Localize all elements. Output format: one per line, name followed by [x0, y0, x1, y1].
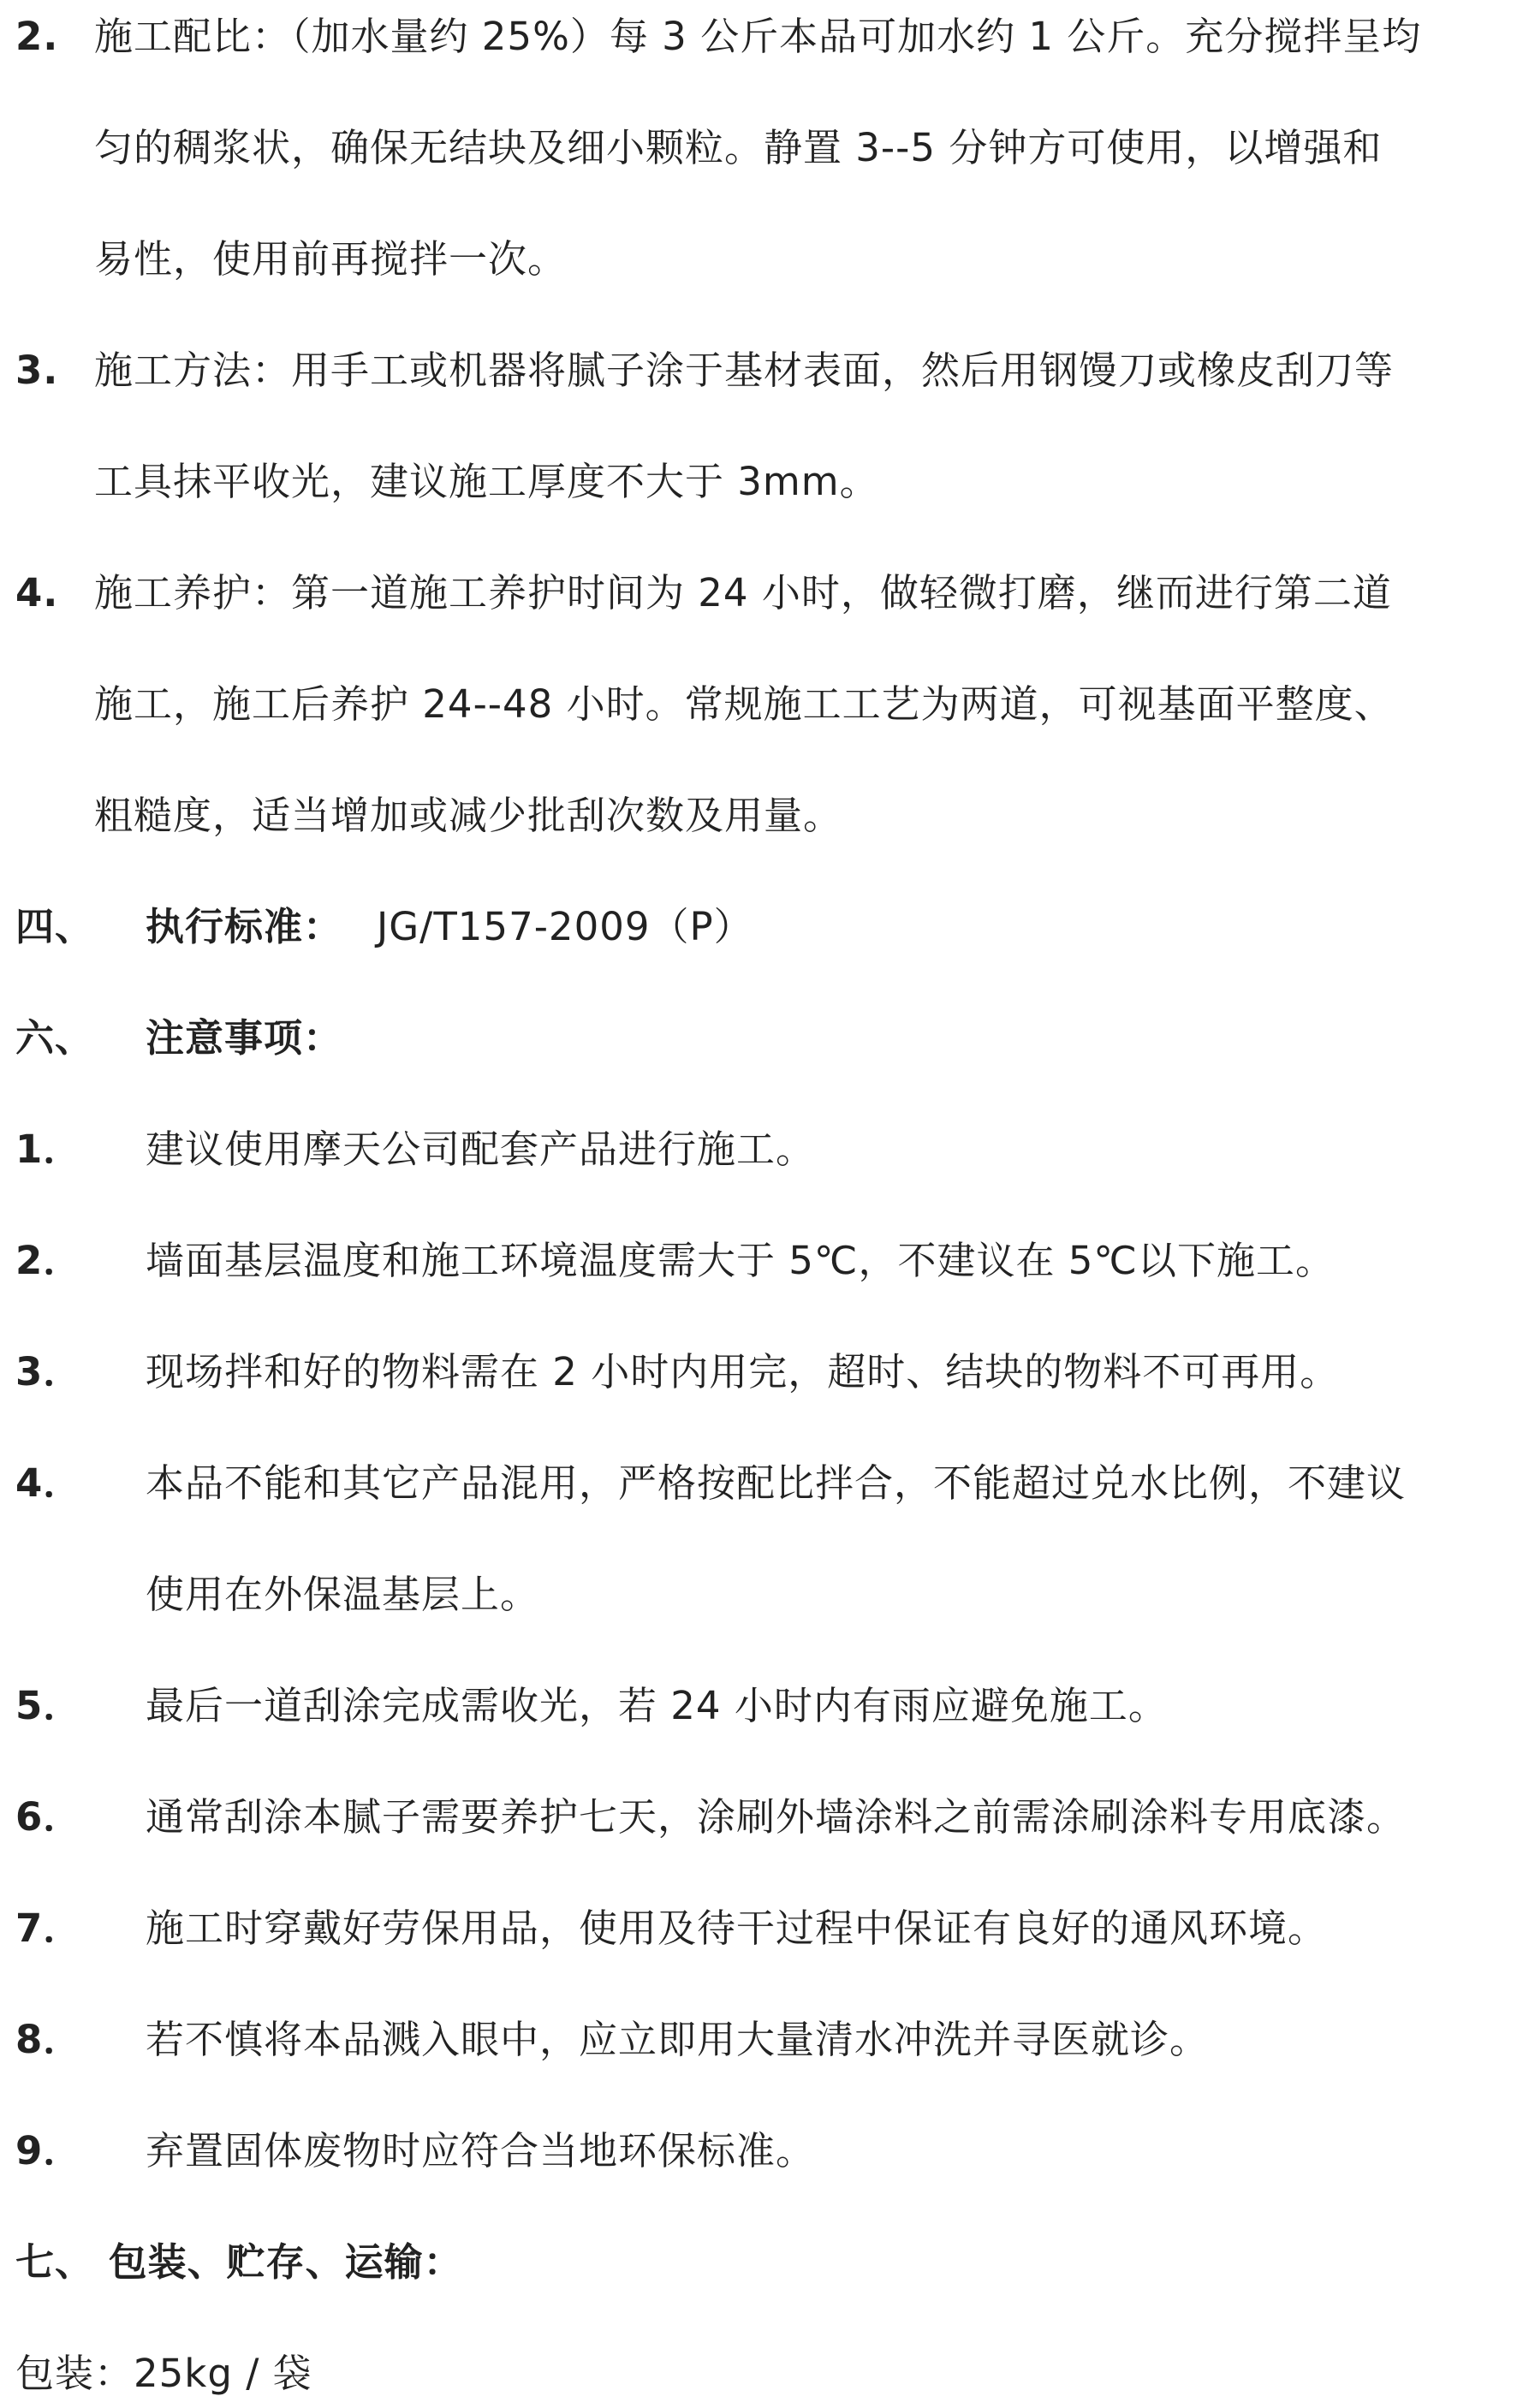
note-5-number: 5． — [15, 1683, 83, 1728]
note-7 — [0, 1894, 1529, 1963]
note-5-text: 最后一道刮涂完成需收光，若 24 小时内有雨应避免施工。 — [146, 1683, 1168, 1728]
note-5 — [0, 1672, 1529, 1740]
step-4-text-1: 施工养护：第一道施工养护时间为 24 小时，做轻微打磨，继而进行第二道 — [94, 570, 1392, 615]
standard-heading — [0, 893, 1529, 961]
notes-heading — [0, 1004, 1529, 1073]
step-3-text-1: 施工方法：用手工或机器将腻子涂于基材表面，然后用钢馒刀或橡皮刮刀等 — [94, 348, 1395, 393]
note-6-text: 通常刮涂本腻子需要养护七天，涂刷外墙涂料之前需涂刷涂料专用底漆。 — [146, 1794, 1407, 1840]
note-7-text: 施工时穿戴好劳保用品，使用及待干过程中保证有良好的通风环境。 — [146, 1906, 1328, 1951]
notes-heading-label: 注意事项： — [146, 1015, 343, 1061]
note-1-text: 建议使用摩天公司配套产品进行施工。 — [146, 1127, 816, 1172]
step-3-number: 3. — [15, 348, 59, 393]
standard-number: 四、 — [15, 904, 95, 949]
note-9-number: 9． — [15, 2128, 83, 2173]
standard-value: JG/T157-2009（P） — [377, 904, 753, 949]
standard-text — [146, 893, 753, 961]
note-4-number: 4． — [15, 1460, 83, 1506]
note-6 — [0, 1783, 1529, 1852]
step-2-text-3: 易性，使用前再搅拌一次。 — [94, 236, 568, 282]
note-8 — [0, 2006, 1529, 2074]
step-4-text-2: 施工，施工后养护 24--48 小时。常规施工工艺为两道，可视基面平整度、 — [94, 681, 1394, 727]
note-2-number: 2． — [15, 1238, 83, 1283]
note-1-number: 1． — [15, 1127, 83, 1172]
step-3-line-1 — [0, 336, 1529, 405]
note-2-text: 墙面基层温度和施工环境温度需大于 5℃，不建议在 5℃以下施工。 — [146, 1238, 1335, 1283]
note-3-number: 3． — [15, 1349, 83, 1394]
step-2-line-1 — [0, 3, 1529, 71]
notes-heading-number: 六、 — [15, 1015, 95, 1061]
note-1 — [0, 1115, 1529, 1184]
note-4-text-2: 使用在外保温基层上。 — [146, 1572, 540, 1617]
note-3 — [0, 1338, 1529, 1406]
standard-label: 执行标准： — [146, 904, 343, 949]
step-4-number: 4. — [15, 570, 59, 615]
packaging-line: 包装：25kg / 袋 — [15, 2351, 312, 2396]
note-6-number: 6． — [15, 1794, 83, 1840]
note-3-text: 现场拌和好的物料需在 2 小时内用完，超时、结块的物料不可再用。 — [146, 1349, 1340, 1394]
step-3-text-2: 工具抹平收光，建议施工厚度不大于 3mm。 — [94, 459, 879, 504]
note-8-number: 8． — [15, 2017, 83, 2062]
step-2-text-1: 施工配比：（加水量约 25%）每 3 公斤本品可加水约 1 公斤。充分搅拌呈均 — [94, 14, 1422, 59]
note-9 — [0, 2117, 1529, 2185]
step-4-text-3: 粗糙度，适当增加或减少批刮次数及用量。 — [94, 793, 843, 838]
note-4-text-1: 本品不能和其它产品混用，严格按配比拌合，不能超过兑水比例，不建议 — [146, 1460, 1407, 1506]
note-7-number: 7． — [15, 1906, 83, 1951]
step-4-line-1 — [0, 559, 1529, 627]
note-2 — [0, 1227, 1529, 1295]
packaging-heading: 七、 包装、贮存、运输： — [15, 2239, 463, 2285]
step-2-number: 2. — [15, 14, 59, 59]
step-2-text-2: 匀的稠浆状，确保无结块及细小颗粒。静置 3--5 分钟方可使用，以增强和 — [94, 125, 1383, 170]
note-4 — [0, 1449, 1529, 1518]
note-9-text: 弃置固体废物时应符合当地环保标准。 — [146, 2128, 816, 2173]
note-8-text: 若不慎将本品溅入眼中，应立即用大量清水冲洗并寻医就诊。 — [146, 2017, 1210, 2062]
